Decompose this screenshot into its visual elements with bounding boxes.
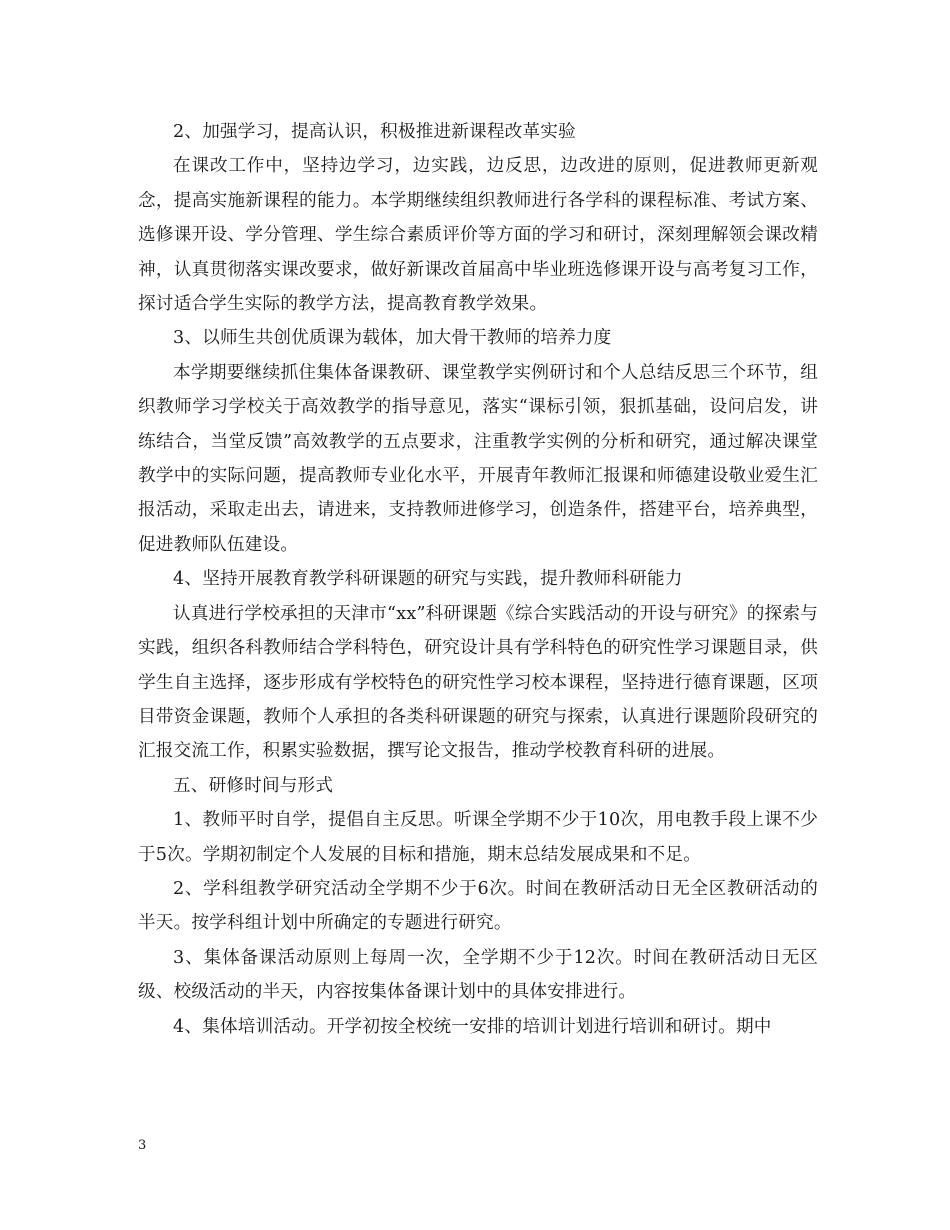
- paragraph: 在课改工作中，坚持边学习，边实践，边反思，边改进的原则，促进教师更新观念，提高实施新课程的能力。本学期继续组织教师进行各学科的课程标准、考试方案、选修课开设、学分管理、学生综合素质评价等方面的学习和研讨，深刻理解领会课改精神，认真贯彻落实课改要求，做好新课改首届高中毕业班选修课开设与高考复习工作，探讨适合学生实际的教学方法，提高教育教学效果。: [138, 156, 818, 315]
- paragraph: 3、以师生共创优质课为载体，加大骨干教师的培养力度: [173, 328, 612, 349]
- paragraph: 1、教师平时自学，提倡自主反思。听课全学期不少于10次，用电教手段上课不少于5次。学期初制定个人发展的目标和措施，期末总结发展成果和不足。: [138, 810, 818, 865]
- document-body: [138, 115, 818, 1044]
- paragraph: 本学期要继续抓住集体备课教研、课堂教学实例研讨和个人总结反思三个环节，组织教师学习学校关于高效教学的指导意见，落实“课标引领，狠抓基础，设问启发，讲练结合，当堂反馈”高效教学的五点要求，注重教学实例的分析和研究，通过解决课堂教学中的实际问题，提高教师专业化水平，开展青年教师汇报课和师德建设敬业爱生汇报活动，采取走出去，请进来，支持教师进修学习，创造条件，搭建平台，培养典型，促进教师队伍建设。: [138, 362, 818, 555]
- paragraph: 4、集体培训活动。开学初按全校统一安排的培训计划进行培训和研讨。期中: [173, 1016, 772, 1037]
- paragraph: 3、集体备课活动原则上每周一次，全学期不少于12次。时间在教研活动日无区级、校级活动的半天，内容按集体备课计划中的具体安排进行。: [138, 947, 818, 1003]
- paragraph: 2、加强学习，提高认识，积极推进新课程改革实验: [173, 122, 576, 142]
- paragraph: 2、学科组教学研究活动全学期不少于6次。时间在教研活动日无全区教研活动的半天。按学科组计划中所确定的专题进行研究。: [138, 878, 818, 934]
- page-number: 3: [138, 1138, 147, 1153]
- paragraph: 4、坚持开展教育教学科研课题的研究与实践，提升教师科研能力: [173, 569, 683, 590]
- paragraph: 认真进行学校承担的天津市“xx”科研课题《综合实践活动的开设与研究》的探索与实践，组织各科教师结合学科特色，研究设计具有学科特色的研究性学习课题目录，供学生自主选择，逐步形成有学校特色的研究性学习校本课程，坚持进行德育课题，区项目带资金课题，教师个人承担的各类科研课题的研究与探索，认真进行课题阶段研究的汇报交流工作，积累实验数据，撰写论文报告，推动学校教育科研的进展。: [138, 603, 818, 762]
- paragraph: 五、研修时间与形式: [173, 775, 334, 796]
